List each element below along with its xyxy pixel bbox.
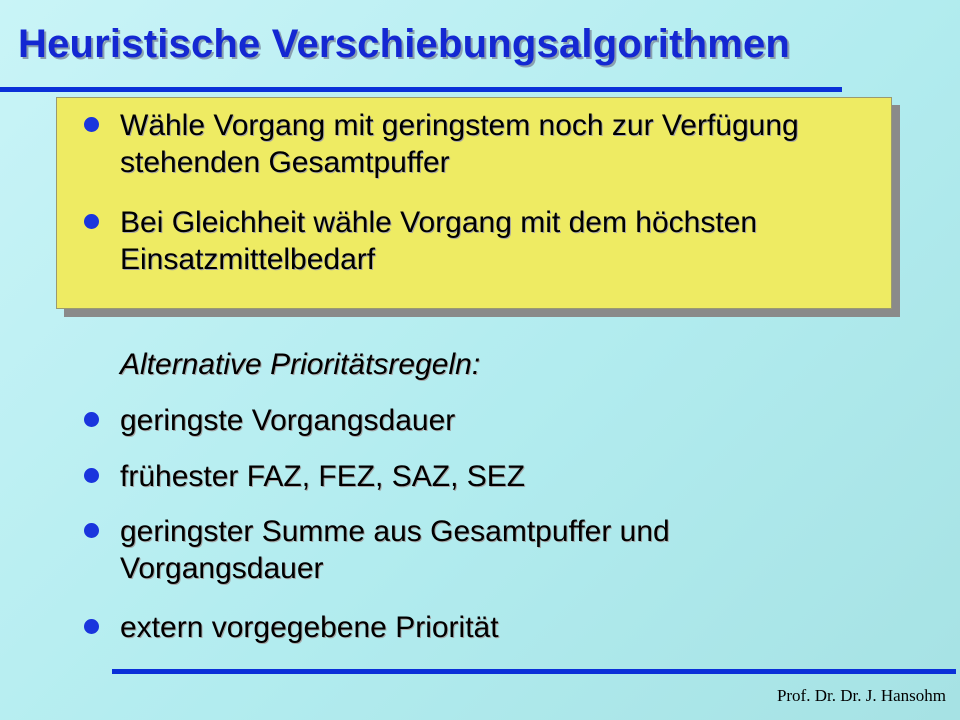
- rule-list-item: [84, 609, 880, 646]
- box-list-item: [84, 204, 880, 278]
- rule-list-item-text: extern vorgegebene Priorität: [120, 611, 499, 644]
- footer-author: Prof. Dr. Dr. J. Hansohm: [776, 686, 946, 705]
- bullet-icon: [84, 117, 99, 132]
- slide-title: Heuristische Verschiebungsalgorithmen: [18, 22, 791, 66]
- rule-list-item-text: geringster Summe aus Gesamtpuffer und Vorgangsdauer: [120, 515, 670, 585]
- rule-list-item-text: geringste Vorgangsdauer: [120, 404, 456, 437]
- title-underline: [0, 87, 842, 92]
- alternative-rules-heading: Alternative Prioritätsregeln:: [120, 348, 481, 381]
- bullet-icon: [84, 468, 99, 483]
- bullet-icon: [84, 619, 99, 634]
- box-list-item-text: Wähle Vorgang mit geringstem noch zur Verfügung stehenden Gesamtpuffer: [120, 109, 799, 179]
- box-list-item: [84, 107, 880, 181]
- rule-list-item: [84, 458, 880, 495]
- bullet-icon: [84, 523, 99, 538]
- footer-rule: [112, 669, 956, 674]
- bullet-icon: [84, 412, 99, 427]
- rule-list-item: [84, 402, 880, 439]
- rule-list-item-text: frühester FAZ, FEZ, SAZ, SEZ: [120, 460, 526, 493]
- bullet-icon: [84, 214, 99, 229]
- box-list-item-text: Bei Gleichheit wähle Vorgang mit dem höchsten Einsatzmittelbedarf: [120, 206, 758, 276]
- rule-list-item: [84, 513, 880, 587]
